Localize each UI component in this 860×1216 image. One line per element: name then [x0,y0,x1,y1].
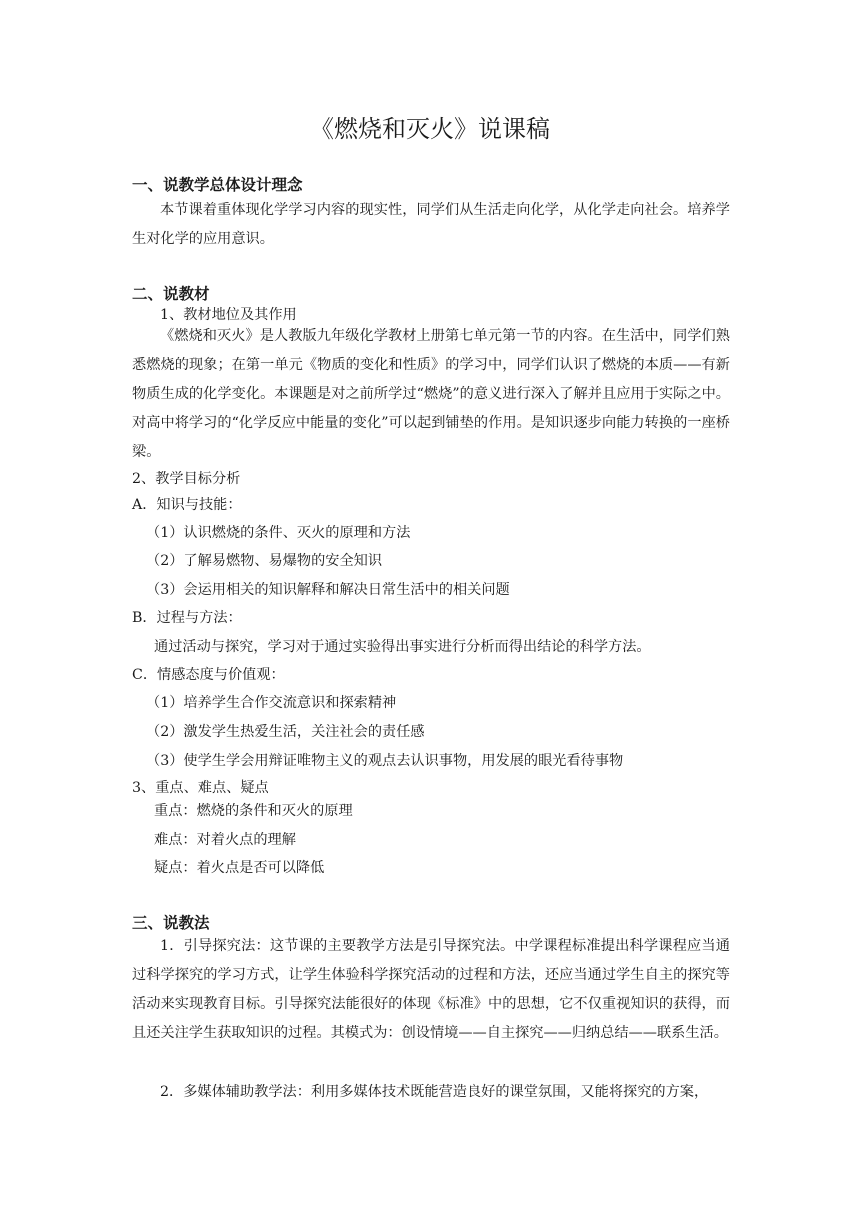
goal-a-item-1: （1）认识燃烧的条件、灭火的原理和方法 [146,525,411,541]
sub3-title: 3、重点、难点、疑点 [132,780,269,796]
goal-c-item-2: （2）激发学生热爱生活，关注社会的责任感 [146,724,425,740]
section2-heading: 二、说教材 [132,285,210,303]
goal-a-item-2: （2）了解易燃物、易爆物的安全知识 [146,553,383,569]
goal-b-label: B．过程与方法： [132,610,242,626]
method-1-paragraph: 1．引导探究法：这节课的主要教学方法是引导探究法。中学课程标准提出科学课程应当通过科学探究的学习方式，让学生体验科学探究活动的过程和方法，还应当通过学生自主的探究等活动来实现教育目标。引导探究法能很好的体现《标准》中的思想，它不仅重视知识的获得，而且还关注学生获取知识的过程。其模式为：创设情境——自主探究——归纳总结——联系生活。 [132,938,730,1041]
sub2-title: 2、教学目标分析 [132,471,241,487]
doubt-point: 疑点：着火点是否可以降低 [154,860,325,876]
key-point: 重点：燃烧的条件和灭火的原理 [154,803,353,819]
sub1-title: 1、教材地位及其作用 [160,307,297,323]
document-title: 《燃烧和灭火》说课稿 [310,115,550,143]
section1-paragraph: 本节课着重体现化学学习内容的现实性，同学们从生活走向化学，从化学走向社会。培养学生对化学的应用意识。 [132,202,730,247]
goal-c-item-1: （1）培养学生合作交流意识和探索精神 [146,695,397,711]
goal-c-label: C．情感态度与价值观： [132,667,285,683]
goal-c-item-3: （3）使学生学会用辩证唯物主义的观点去认识事物，用发展的眼光看待事物 [146,753,624,769]
section3-heading: 三、说教法 [132,914,210,932]
section1-heading: 一、说教学总体设计理念 [132,176,303,194]
goal-b-text: 通过活动与探究，学习对于通过实验得出事实进行分析而得出结论的科学方法。 [154,639,651,655]
method-2-paragraph: 2．多媒体辅助教学法：利用多媒体技术既能营造良好的课堂氛围，又能将探究的方案， [160,1084,709,1100]
sub1-paragraph: 《燃烧和灭火》是人教版九年级化学教材上册第七单元第一节的内容。在生活中，同学们熟悉燃烧的现象；在第一单元《物质的变化和性质》的学习中，同学们认识了燃烧的本质——有新物质生成的化学变化。本课题是对之前所学过“燃烧”的意义进行深入了解并且应用于实际之中。对高中将学习的“化学反应中能量的变化”可以起到铺垫的作用。是知识逐步向能力转换的一座桥梁。 [132,328,730,460]
goal-a-item-3: （3）会运用相关的知识解释和解决日常生活中的相关问题 [146,582,510,598]
difficult-point: 难点：对着火点的理解 [154,832,296,848]
goal-a-label: A．知识与技能： [132,497,242,513]
